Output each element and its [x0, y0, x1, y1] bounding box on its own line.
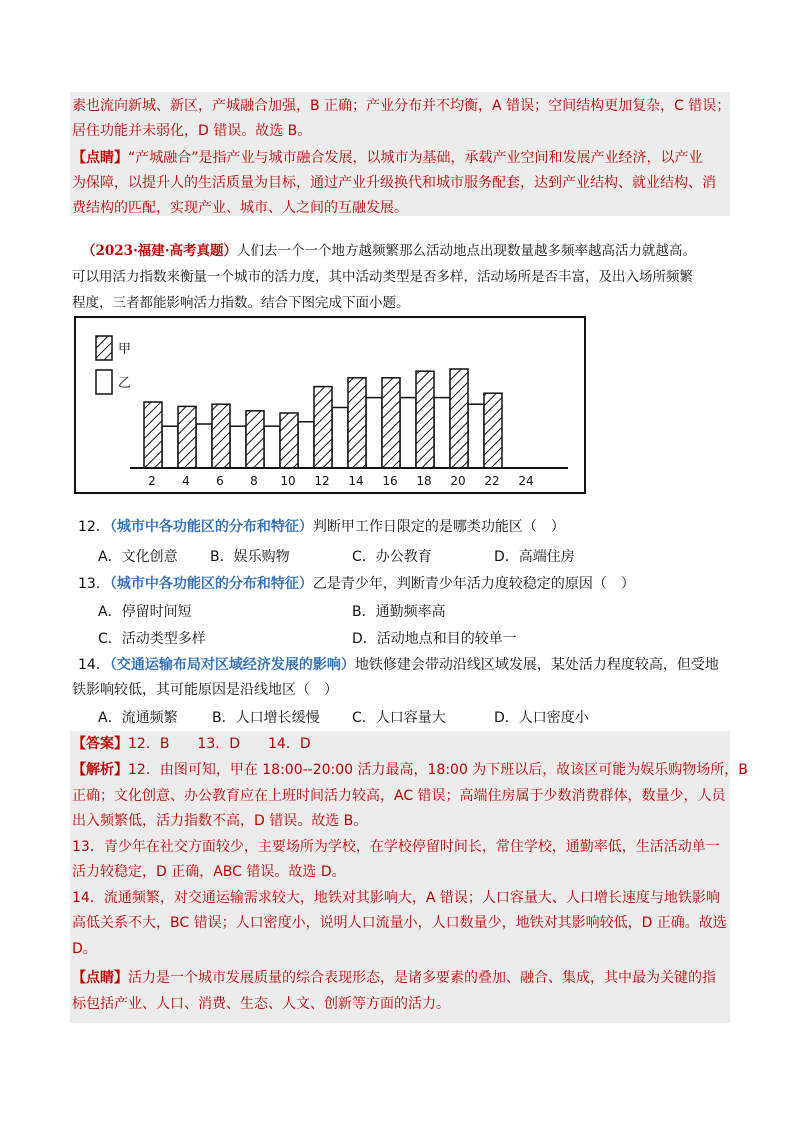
bar-yi-5: [298, 422, 314, 468]
analysis-tag: 【解析】: [72, 762, 128, 778]
x-tick-label: 16: [382, 474, 398, 488]
bar-yi-6: [332, 408, 348, 469]
bar-jia-3: [212, 404, 230, 468]
chart-legend: [96, 336, 131, 394]
question-14-number: 14．: [78, 657, 110, 673]
bar-yi-10: [468, 404, 484, 468]
question-14-stem: [78, 655, 719, 675]
question-14-tag: （交通运输布局对区域经济发展的影响）: [109, 657, 355, 673]
bar-yi-4: [264, 426, 280, 468]
bar-yi-9: [434, 398, 450, 468]
dianjing-tag: 【点睛】: [72, 150, 128, 166]
bar-jia-8: [382, 378, 400, 468]
analysis-line-7: 高低关系不大，BC 错误；人口密度小，说明人口流量小，人口数量少，地铁对其影响较低，D 正确。故选: [72, 915, 727, 931]
intro-line-2: 可以用活力指数来衡量一个城市的活力度，其中活动类型是否多样，活动场所是否丰富，及出入场所频繁: [72, 269, 693, 285]
question-13-stem: [78, 574, 635, 594]
x-tick-label: 10: [280, 474, 296, 488]
intro-line-1: [72, 238, 732, 264]
activity-chart: [76, 318, 584, 492]
analysis-text-1: 12．由图可知，甲在 18:00--20:00 活力最高，18:00 为下班以后，故该区可能为娱乐购物场所，B: [128, 762, 748, 778]
dianjing-text-1: “产城融合”是指产业与城市融合发展，以城市为基础，承载产业空间和发展产业经济，以产业: [128, 150, 703, 166]
dianjing-2-line-1: [72, 968, 716, 988]
question-12-text: 判断甲工作日限定的是哪类功能区（ ）: [312, 519, 565, 535]
bar-jia-5: [280, 413, 298, 468]
previous-answer-line-1: 素也流向新城、新区，产城融合加强，B 正确；产业分布并不均衡，A 错误；空间结构更加复杂，C 错误；: [72, 98, 731, 114]
q12-option-d[interactable]: D．高端住房: [494, 549, 575, 565]
legend-label-yi: 乙: [118, 376, 132, 391]
bar-jia-9: [416, 371, 434, 468]
q14-option-a[interactable]: A．流通频繁: [98, 710, 178, 726]
q12-option-c[interactable]: C．办公教育: [352, 549, 432, 565]
previous-dianjing-line-2: 为保障，以提升人的生活质量为目标，通过产业升级换代和城市服务配套，达到产业结构、就业结构、消: [72, 175, 716, 191]
q13-option-b[interactable]: B．通勤频率高: [352, 604, 446, 620]
intro-line-3: 程度，三者都能影响活力指数。结合下图完成下面小题。: [72, 295, 410, 311]
analysis-line-6: 14．流通频繁，对交通运输需求较大，地铁对其影响大，A 错误；人口容量大、人口增长速度与地铁影响: [72, 890, 720, 906]
x-tick-label: 18: [416, 474, 432, 488]
question-13-number: 13．: [78, 576, 110, 592]
question-intro: [72, 238, 732, 316]
x-tick-label: 14: [348, 474, 364, 488]
q13-option-a[interactable]: A．停留时间短: [98, 604, 192, 620]
question-13-text: 乙是青少年，判断青少年活力度较稳定的原因（ ）: [312, 576, 635, 592]
bar-jia-2: [178, 406, 196, 468]
question-14-text: 地铁修建会带动沿线区域发展，某处活力程度较高，但受地: [354, 657, 719, 673]
analysis-line-3: 出入频繁低，活力指数不高，D 错误。故选 B。: [72, 813, 368, 829]
legend-swatch-jia: [96, 336, 112, 360]
bar-jia-7: [348, 378, 366, 468]
bar-yi-7: [366, 398, 382, 468]
x-tick-label: 2: [148, 474, 156, 488]
x-tick-label: 22: [484, 474, 500, 488]
bar-yi-3: [230, 426, 246, 468]
question-14-stem-2: 铁影响较低，其可能原因是沿线地区（ ）: [72, 682, 338, 698]
x-tick-label: 8: [250, 474, 258, 488]
q13-option-c[interactable]: C．活动类型多样: [98, 631, 206, 647]
bar-jia-1: [144, 402, 162, 468]
previous-dianjing-line-3: 费结构的匹配，实现产业、城市、人之间的互融发展。: [72, 200, 408, 216]
q14-option-c[interactable]: C．人口容量大: [352, 710, 446, 726]
legend-swatch-yi: [96, 370, 112, 394]
bar-jia-4: [246, 411, 264, 468]
q12-option-b[interactable]: B．娱乐购物: [210, 549, 290, 565]
analysis-line-8: D。: [72, 941, 97, 957]
x-tick-label: 24: [518, 474, 534, 488]
x-tick-label: 12: [314, 474, 330, 488]
previous-answer-line-2: 居住功能并未弱化，D 错误。故选 B。: [72, 123, 312, 139]
analysis-line-4: 13．青少年在社交方面较少，主要场所为学校，在学校停留时间长，常住学校，通勤率低，生活活动单一: [72, 839, 720, 855]
activity-chart-frame: [74, 316, 586, 494]
answer-text: 12．B 13．D 14．D: [128, 736, 311, 752]
dianjing-2-line-2: 标包括产业、人口、消费、生态、人文、创新等方面的活力。: [72, 996, 450, 1012]
source-tag: （2023·福建·高考真题）: [82, 243, 237, 259]
q12-option-a[interactable]: A．文化创意: [98, 549, 178, 565]
dianjing-2-tag: 【点睛】: [72, 970, 128, 986]
answer-tag: 【答案】: [72, 736, 128, 752]
x-tick-label: 6: [216, 474, 224, 488]
answer-line: [72, 734, 311, 754]
question-12-number: 12．: [78, 519, 110, 535]
bar-jia-6: [314, 387, 332, 468]
bar-yi-1: [162, 426, 178, 468]
bar-yi-2: [196, 424, 212, 468]
legend-label-jia: 甲: [118, 342, 132, 357]
x-tick-label: 4: [182, 474, 190, 488]
question-12-stem: [78, 517, 565, 537]
x-tick-label: 20: [450, 474, 466, 488]
previous-dianjing-line-1: [72, 148, 703, 168]
bar-yi-8: [400, 398, 416, 468]
chart-bars: [144, 369, 502, 468]
dianjing-2-text-1: 活力是一个城市发展质量的综合表现形态，是诸多要素的叠加、融合、集成，其中最为关键的指: [128, 970, 716, 986]
analysis-line-1: [72, 760, 748, 780]
intro-text-1: 人们去一个一个地方越频繁那么活动地点出现数量越多频率越高活力就越高。: [236, 243, 696, 259]
question-12-tag: （城市中各功能区的分布和特征）: [109, 519, 313, 535]
bar-jia-10: [450, 369, 468, 468]
q14-option-b[interactable]: B．人口增长缓慢: [212, 710, 320, 726]
bar-jia-11: [484, 393, 502, 468]
x-tick-labels: [148, 474, 533, 488]
analysis-line-5: 活力较稳定，D 正确，ABC 错误。故选 D。: [72, 864, 346, 880]
q14-option-d[interactable]: D．人口密度小: [494, 710, 589, 726]
analysis-line-2: 正确；文化创意、办公教育应在上班时间活力较高，AC 错误；高端住房属于少数消费群体，数量少，人员: [72, 788, 726, 804]
q13-option-d[interactable]: D．活动地点和目的较单一: [352, 631, 517, 647]
question-13-tag: （城市中各功能区的分布和特征）: [109, 576, 313, 592]
